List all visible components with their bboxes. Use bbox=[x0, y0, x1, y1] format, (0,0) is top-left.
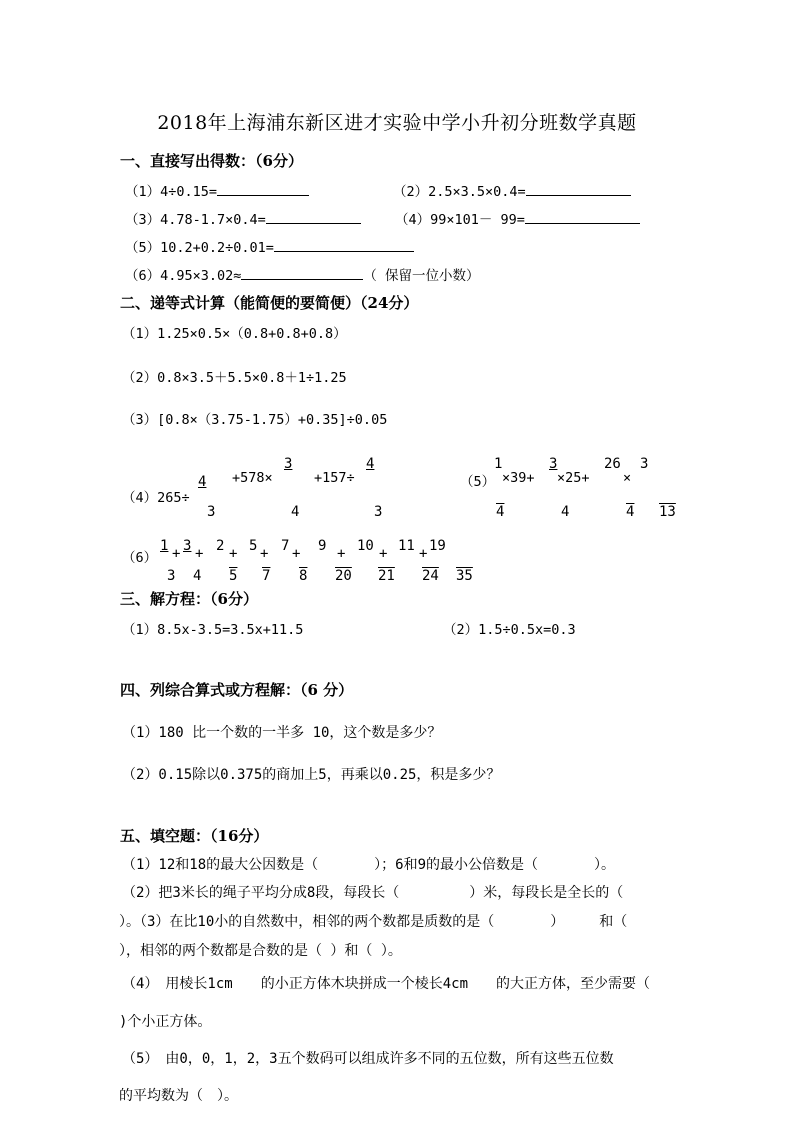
s2-item-6-prefix: （6） bbox=[122, 550, 158, 566]
fraction-denominator: 20 bbox=[335, 568, 352, 584]
fraction-denominator: 3 bbox=[374, 504, 383, 520]
plus-sign: + bbox=[379, 546, 388, 562]
s4-item-1: （1）180 比一个数的一半多 10，这个数是多少？ bbox=[122, 725, 442, 741]
s1-item-5-expr: 10.2+0.2÷0.01= bbox=[160, 240, 274, 256]
answer-blank[interactable] bbox=[526, 181, 631, 196]
answer-blank[interactable] bbox=[525, 209, 640, 224]
fraction-denominator: 3 bbox=[167, 568, 176, 584]
section3-heading: 三、解方程：（6分） bbox=[120, 590, 258, 608]
answer-blank[interactable] bbox=[241, 265, 363, 280]
fraction-numerator: 26 bbox=[604, 456, 621, 472]
s5-line-1: （1）12和18的最大公因数是（ ）；6和9的最小公倍数是（ ）。 bbox=[122, 857, 615, 873]
fraction-denominator: 4 bbox=[561, 504, 570, 520]
fraction-numerator: 9 bbox=[318, 538, 327, 554]
fraction-numerator: 1 bbox=[494, 456, 503, 472]
s5-line-8: 的平均数为（ ）。 bbox=[119, 1088, 238, 1104]
section2-heading: 二、递等式计算（能简便的要简便）（24分） bbox=[120, 294, 419, 312]
s2-item-1: （1）1.25×0.5×（0.8+0.8+0.8） bbox=[122, 326, 347, 342]
fraction-denominator: 3 bbox=[207, 504, 216, 520]
page-title: 2018年上海浦东新区进才实验中学小升初分班数学真题 bbox=[157, 112, 637, 134]
fraction-denominator: 4 bbox=[626, 504, 635, 520]
s5-line-2: （2）把3米长的绳子平均分成8段，每段长（ ）米，每段长是全长的（ bbox=[122, 885, 624, 901]
plus-sign: + bbox=[337, 546, 346, 562]
s1-item-1-num: （1） bbox=[125, 184, 161, 200]
fraction-denominator: 7 bbox=[262, 568, 271, 584]
s1-item-6 bbox=[125, 264, 480, 284]
plus-sign: + bbox=[172, 546, 181, 562]
s2-item-4-mid1: +578× bbox=[232, 470, 273, 486]
fraction-numerator: 4 bbox=[198, 474, 207, 490]
fraction-denominator: 24 bbox=[422, 568, 439, 584]
s5-line-6: )个小正方体。 bbox=[119, 1014, 212, 1030]
section1-heading: 一、直接写出得数：（6分） bbox=[120, 152, 303, 170]
s1-item-2 bbox=[393, 180, 631, 200]
s5-line-7: （5） 由0，0，1，2，3五个数码可以组成许多不同的五位数，所有这些五位数 bbox=[122, 1051, 614, 1067]
s2-item-5-mid2: ×25+ bbox=[557, 470, 590, 486]
answer-blank[interactable] bbox=[217, 181, 309, 196]
s5-line-5: （4） 用棱长1cm 的小正方体木块拼成一个棱长4cm 的大正方体，至少需要（ bbox=[122, 976, 650, 992]
fraction-numerator: 3 bbox=[284, 456, 293, 472]
s1-item-4-expr: 99×101－ 99= bbox=[430, 212, 525, 228]
fraction-numerator: 5 bbox=[249, 538, 258, 554]
s2-item-5-prefix: （5） bbox=[460, 474, 496, 490]
s1-item-1 bbox=[125, 180, 309, 200]
fraction-numerator: 7 bbox=[281, 538, 290, 554]
fraction-denominator: 35 bbox=[456, 568, 473, 584]
fraction-numerator: 3 bbox=[549, 456, 558, 472]
s2-item-3: （3）[0.8×（3.75-1.75）+0.35]÷0.05 bbox=[122, 412, 388, 428]
s1-item-1-expr: 4÷0.15= bbox=[160, 184, 218, 200]
s1-item-3 bbox=[125, 208, 361, 228]
s1-item-5 bbox=[125, 236, 414, 256]
plus-sign: + bbox=[260, 546, 269, 562]
s1-item-6-expr: 4.95×3.02≈ bbox=[160, 268, 242, 284]
fraction-denominator: 5 bbox=[229, 568, 238, 584]
plus-sign: + bbox=[229, 546, 238, 562]
s1-item-3-num: （3） bbox=[125, 212, 161, 228]
fraction-denominator: 4 bbox=[193, 568, 202, 584]
fraction-numerator: 4 bbox=[366, 456, 375, 472]
s4-item-2: （2）0.15除以0.375的商加上5，再乘以0.25，积是多少？ bbox=[122, 767, 501, 783]
s3-item-1: （1）8.5x-3.5=3.5x+11.5 bbox=[122, 622, 304, 638]
plus-sign: + bbox=[292, 546, 301, 562]
s1-item-2-expr: 2.5×3.5×0.4= bbox=[428, 184, 526, 200]
s1-item-5-num: （5） bbox=[125, 240, 161, 256]
s1-item-4 bbox=[395, 208, 640, 228]
fraction-numerator: 2 bbox=[216, 538, 225, 554]
s1-item-6-note: （ 保留一位小数） bbox=[363, 268, 480, 284]
fraction-denominator: 21 bbox=[378, 568, 395, 584]
fraction-numerator: 11 bbox=[398, 538, 415, 554]
s5-line-3: ）。（3）在比10小的自然数中，相邻的两个数都是质数的是（ ） 和（ bbox=[119, 914, 628, 930]
plus-sign: + bbox=[419, 546, 428, 562]
fraction-numerator: 3 bbox=[640, 456, 649, 472]
section5-heading: 五、填空题：（16分） bbox=[120, 827, 269, 845]
fraction-denominator: 4 bbox=[291, 504, 300, 520]
answer-blank[interactable] bbox=[266, 209, 361, 224]
s1-item-2-num: （2） bbox=[393, 184, 429, 200]
s2-item-4-mid2: +157÷ bbox=[314, 470, 355, 486]
s2-item-5-mid1: ×39+ bbox=[502, 470, 535, 486]
fraction-numerator: 1 bbox=[160, 538, 169, 554]
fraction-denominator: 13 bbox=[659, 504, 676, 520]
s3-item-2: （2）1.5÷0.5x=0.3 bbox=[443, 622, 576, 638]
fraction-numerator: 19 bbox=[429, 538, 446, 554]
s5-line-4: ），相邻的两个数都是合数的是（ ）和（ ）。 bbox=[119, 943, 402, 959]
s2-item-5-mid3: × bbox=[623, 470, 632, 486]
fraction-numerator: 3 bbox=[183, 538, 192, 554]
plus-sign: + bbox=[195, 546, 204, 562]
s1-item-6-num: （6） bbox=[125, 268, 161, 284]
s1-item-4-num: （4） bbox=[395, 212, 431, 228]
answer-blank[interactable] bbox=[274, 237, 414, 252]
s1-item-3-expr: 4.78-1.7×0.4= bbox=[160, 212, 266, 228]
section4-heading: 四、列综合算式或方程解：（6 分） bbox=[120, 681, 354, 699]
fraction-numerator: 10 bbox=[357, 538, 374, 554]
fraction-denominator: 4 bbox=[496, 504, 505, 520]
fraction-denominator: 8 bbox=[299, 568, 308, 584]
s2-item-2: （2）0.8×3.5＋5.5×0.8＋1÷1.25 bbox=[122, 370, 347, 386]
s2-item-4-prefix: （4）265÷ bbox=[122, 490, 190, 506]
